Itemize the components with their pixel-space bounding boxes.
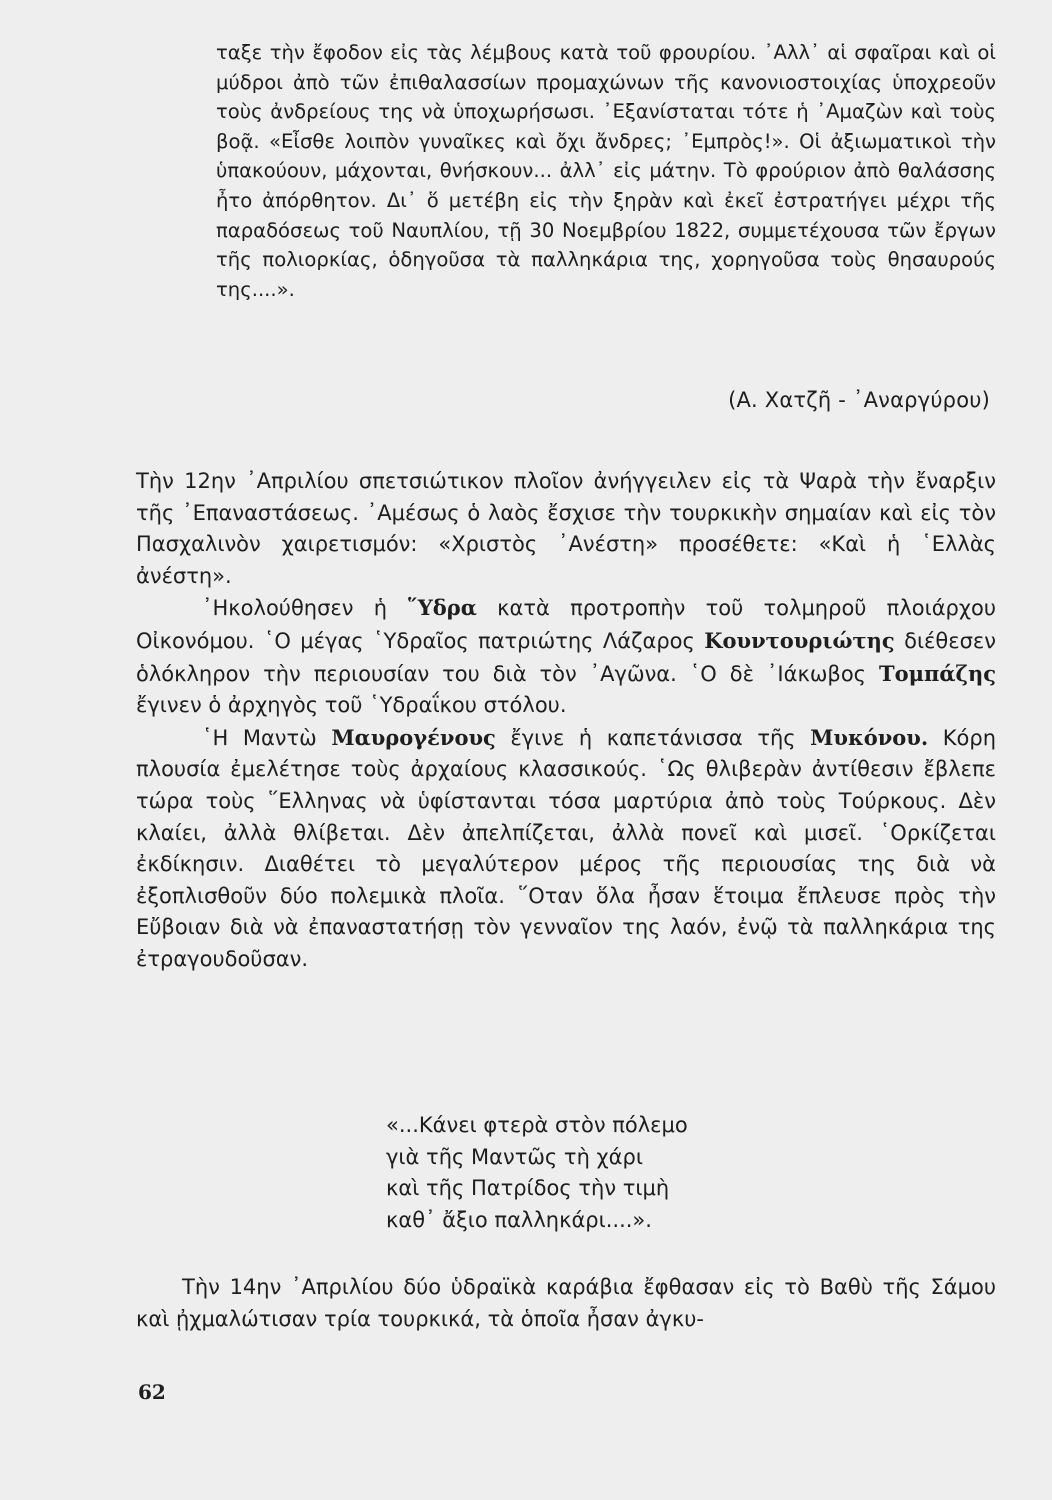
emphasis-kountouriotis: Κουντουριώτης (704, 627, 895, 653)
paragraph-samos: Τὴν 14ην ᾿Απριλίου δύο ὑδραϊκὰ καράβια ἔφθασαν εἰς τὸ Βαθὺ τῆς Σάμου καὶ ᾐχμαλώτισαν τρία τουρκικά, τὰ ὁποῖα ἦσαν ἀγκυ- (136, 1275, 996, 1331)
text-run: ἔγινεν ὁ ἀρχηγὸς τοῦ ῾Υδραΐκου στόλου. (136, 693, 567, 718)
text-run: ῾Η Μαντὼ (202, 725, 332, 750)
paragraph-manto (136, 722, 996, 976)
emphasis-hydra: ῞Υδρα (407, 595, 477, 621)
continuation-text (136, 1272, 996, 1335)
paragraph-hydra (136, 592, 996, 721)
text-run: ᾿Ηκολούθησεν ἡ (202, 596, 408, 621)
emphasis-tombazis: Τομπάζης (878, 660, 996, 686)
poem-line: γιὰ τῆς Μαντῶς τὴ χάρι (386, 1144, 643, 1169)
text-run: ἔγινε ἡ καπετάνισσα τῆς (495, 725, 811, 750)
main-text (136, 466, 996, 976)
quoted-passage (216, 38, 996, 304)
emphasis-mavrogenous: Μαυρογένους (331, 724, 496, 750)
paragraph-psara: Τὴν 12ην ᾿Απριλίου σπετσιώτικον πλοῖον ἀνήγγειλεν εἰς τὰ Ψαρὰ τὴν ἔναρξιν τῆς ᾿Επαναστάσεως. ᾿Αμέσως ὁ λαὸς ἔσχισε τὴν τουρκικὴν σημαίαν καὶ εἰς τὸν Πασχαλινὸν χαιρετισμόν: «Χριστὸς ᾿Ανέστη» προσέθετε: «Καὶ ἡ ῾Ελλὰς ἀνέστη». (136, 469, 996, 588)
quote-attribution: (Α. Χατζῆ - ᾿Αναργύρου) (728, 388, 990, 412)
text-run: διέθεσεν ὁλόκληρον τὴν περιουσίαν του διὰ τὸν ᾿Αγῶνα. ῾Ο δὲ ᾿Ιάκωβος (136, 628, 996, 686)
poem-line: καὶ τῆς Πατρίδος τὴν τιμὴ (386, 1176, 670, 1201)
text-run: κατὰ προτροπὴν τοῦ τολμηροῦ πλοιάρχου Οἰκονόμου. ῾Ο μέγας ῾Υδραῖος πατριώτης Λάζαρος (136, 596, 997, 653)
poem-line: «...Κάνει φτερὰ στὸν πόλεμο (386, 1113, 688, 1137)
emphasis-mykonos: Μυκόνου. (810, 724, 929, 750)
poem-line: καθ᾿ ἄξιο παλληκάρι....». (386, 1207, 652, 1232)
quote-text: ταξε τὴν ἔφοδον εἰς τὰς λέμβους κατὰ τοῦ φρουρίου. ᾿Αλλ᾿ αἱ σφαῖραι καὶ οἱ μύδροι ἀπὸ τῶν ἐπιθαλασσίων προμαχώνων τῆς κανονιοστοιχίας ὑποχρεοῦν τοὺς ἀνδρείους της νὰ ὑποχωρήσωσι. ᾿Εξανίσταται τότε ἡ ᾿Αμαζὼν καὶ τοὺς βοᾷ. «Εἶσθε λοιπὸν γυναῖκες καὶ ὄχι ἄνδρες; ᾿Εμπρὸς!». Οἱ ἀξιωματικοὶ τὴν ὑπακούουν, μάχονται, θνήσκουν... ἀλλ᾿ εἰς μάτην. Τὸ φρούριον ἀπὸ θαλάσσης ἦτο ἀπόρθητον. Δι᾿ ὅ μετέβη εἰς τὴν ξηρὰν καὶ ἐκεῖ ἐστρατήγει μέχρι τῆς παραδόσεως τοῦ Ναυπλίου, τῇ 30 Νοεμβρίου 1822, συμμετέχουσα τῶν ἔργων τῆς πολιορκίας, ὁδηγοῦσα τὰ παλληκάρια της, χορηγοῦσα τοὺς θησαυρούς της....». (216, 41, 996, 301)
text-run: Κόρη πλουσία ἐμελέτησε τοὺς ἀρχαίους κλασσικούς. ῾Ως θλιβερὰν ἀντίθεσιν ἔβλεπε τώρα τοὺς ῞Ελληνας νὰ ὑφίστανται τόσα μαρτύρια ἀπὸ τοὺς Τούρκους. Δὲν κλαίει, ἀλλὰ θλίβεται. Δὲν ἀπελπίζεται, ἀλλὰ πονεῖ καὶ μισεῖ. ῾Ορκίζεται ἐκδίκησιν. Διαθέτει τὸ μεγαλύτερον μέρος τῆς περιουσίας της διὰ νὰ ἐξοπλισθοῦν δύο πολεμικὰ πλοῖα. ῞Οταν ὅλα ἦσαν ἕτοιμα ἔπλευσε πρὸς τὴν Εὔβοιαν διὰ νὰ ἐπαναστατήσῃ τὸν γενναῖον της λαόν, ἐνῷ τὰ παλληκάρια της ἐτραγουδοῦσαν. (136, 725, 996, 971)
poem-verse (386, 1110, 688, 1236)
page-number: 62 (138, 1380, 166, 1404)
